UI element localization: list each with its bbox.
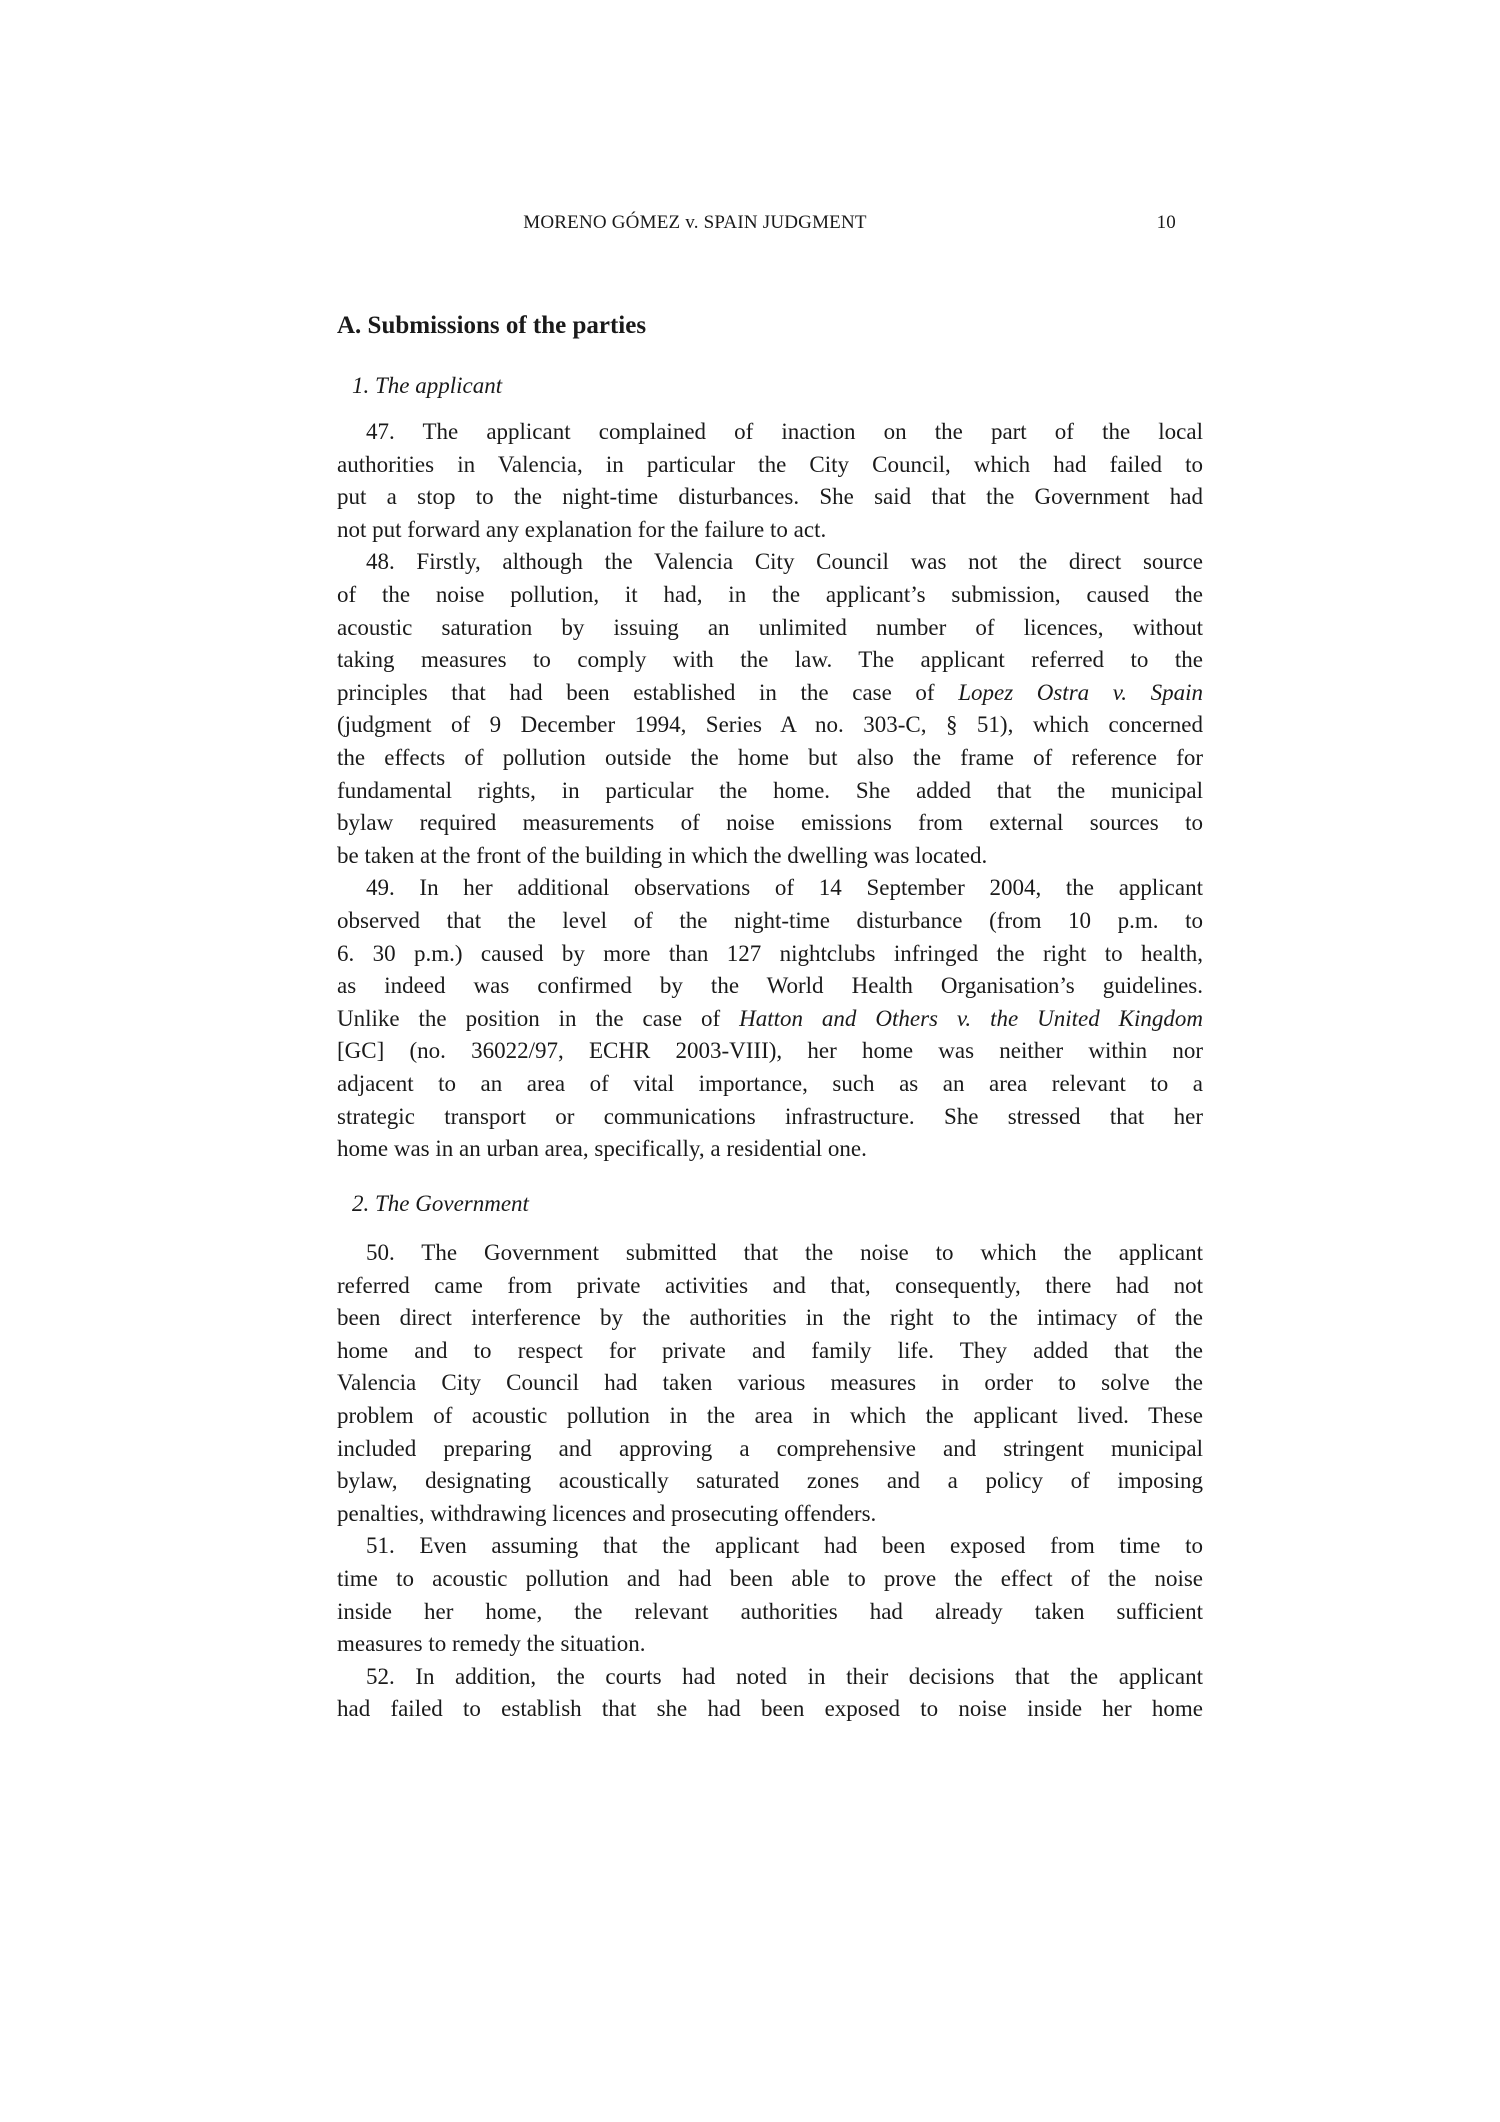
text-segment: Valencia City Council had taken various measures in order to solve the [337, 1370, 1203, 1396]
text-line [337, 1133, 1203, 1166]
section-heading: A. Submissions of the parties [337, 312, 647, 339]
text-segment: been direct interference by the authorities in the right to the intimacy of the [337, 1305, 1203, 1331]
text-segment: 51. Even assuming that the applicant had been exposed from time to [366, 1533, 1203, 1559]
text-segment: Unlike the position in the case of [337, 1005, 740, 1031]
text-line [337, 612, 1203, 645]
running-title: MORENO GÓMEZ v. SPAIN JUDGMENT [523, 212, 867, 233]
text-segment: principles that had been established in the case of [337, 679, 959, 705]
text-line [337, 1465, 1203, 1498]
text-line [337, 449, 1203, 482]
text-line [337, 872, 1203, 905]
text-line [337, 1003, 1203, 1036]
text-line [337, 481, 1203, 514]
text-segment: 49. In her additional observations of 14 September 2004, the applicant [366, 875, 1203, 901]
text-line [337, 1693, 1203, 1726]
text-segment: time to acoustic pollution and had been able to prove the effect of the noise [337, 1565, 1203, 1591]
text-segment: 48. Firstly, although the Valencia City Council was not the direct source [366, 549, 1203, 575]
text-segment: strategic transport or communications infrastructure. She stressed that her [337, 1103, 1203, 1129]
paragraph-49 [337, 872, 1203, 1165]
text-segment: not put forward any explanation for the failure to act. [337, 516, 827, 542]
text-segment: home and to respect for private and family life. They added that the [337, 1337, 1203, 1363]
paragraph-52 [337, 1661, 1203, 1726]
text-line [337, 1433, 1203, 1466]
text-segment: bylaw required measurements of noise emissions from external sources to [337, 810, 1203, 836]
text-segment: fundamental rights, in particular the home. She added that the municipal [337, 777, 1203, 803]
text-segment: be taken at the front of the building in which the dwelling was located. [337, 842, 988, 868]
text-line [337, 938, 1203, 971]
text-segment: as indeed was confirmed by the World Health Organisation’s guidelines. [337, 973, 1203, 999]
text-segment: taking measures to comply with the law. The applicant referred to the [337, 647, 1203, 673]
text-line [337, 709, 1203, 742]
text-segment: [GC] (no. 36022/97, ECHR 2003-VIII), her home was neither within nor [337, 1038, 1203, 1064]
text-line [337, 644, 1203, 677]
text-line [337, 1498, 1203, 1531]
text-line [337, 1367, 1203, 1400]
text-line [337, 1563, 1203, 1596]
text-segment: 6. 30 p.m.) caused by more than 127 nightclubs infringed the right to health, [337, 940, 1203, 966]
text-segment: observed that the level of the night-time disturbance (from 10 p.m. to [337, 907, 1203, 933]
text-line [337, 1270, 1203, 1303]
text-line [337, 1335, 1203, 1368]
text-line [337, 1068, 1203, 1101]
italic-case-name: Hatton and Others v. the United Kingdom [739, 1005, 1203, 1031]
text-line [337, 1237, 1203, 1270]
text-line [337, 1035, 1203, 1068]
text-segment: referred came from private activities and that, consequently, there had not [337, 1272, 1203, 1298]
subsection-heading-applicant: 1. The applicant [352, 373, 503, 398]
text-segment: bylaw, designating acoustically saturated zones and a policy of imposing [337, 1468, 1203, 1494]
text-segment: 47. The applicant complained of inaction on the part of the local [366, 419, 1203, 444]
text-line [337, 1302, 1203, 1335]
page-number: 10 [1156, 212, 1176, 233]
paragraph-50 [337, 1237, 1203, 1530]
text-line [337, 579, 1203, 612]
text-segment: 52. In addition, the courts had noted in their decisions that the applicant [366, 1663, 1203, 1689]
text-segment: measures to remedy the situation. [337, 1631, 646, 1657]
text-segment: included preparing and approving a comprehensive and stringent municipal [337, 1435, 1203, 1461]
text-segment: put a stop to the night-time disturbances. She said that the Government had [337, 484, 1203, 510]
text-segment: acoustic saturation by issuing an unlimited number of licences, without [337, 614, 1203, 640]
text-line [337, 742, 1203, 775]
text-segment: authorities in Valencia, in particular the City Council, which had failed to [337, 451, 1203, 477]
text-segment: home was in an urban area, specifically, a residential one. [337, 1136, 867, 1162]
text-line [337, 514, 1203, 547]
text-segment: of the noise pollution, it had, in the applicant’s submission, caused the [337, 581, 1203, 607]
subsection-heading-government: 2. The Government [352, 1191, 529, 1216]
text-segment: the effects of pollution outside the home but also the frame of reference for [337, 744, 1203, 770]
text-segment: had failed to establish that she had been exposed to noise inside her home [337, 1696, 1203, 1722]
text-line [337, 1101, 1203, 1134]
italic-case-name: Lopez Ostra v. Spain [958, 679, 1203, 705]
text-segment: (judgment of 9 December 1994, Series A no. 303-C, § 51), which concerned [337, 712, 1203, 738]
text-line [337, 775, 1203, 808]
text-segment: problem of acoustic pollution in the area in which the applicant lived. These [337, 1402, 1203, 1428]
text-line [337, 1530, 1203, 1563]
text-line [337, 416, 1203, 449]
paragraph-51 [337, 1530, 1203, 1660]
paragraph-47 [337, 416, 1203, 546]
text-line [337, 677, 1203, 710]
text-line [337, 1596, 1203, 1629]
text-segment: penalties, withdrawing licences and prosecuting offenders. [337, 1500, 877, 1526]
text-line [337, 1661, 1203, 1694]
text-line [337, 1400, 1203, 1433]
text-segment: 50. The Government submitted that the noise to which the applicant [366, 1240, 1203, 1265]
text-line [337, 1628, 1203, 1661]
text-line [337, 970, 1203, 1003]
text-segment: inside her home, the relevant authorities had already taken sufficient [337, 1598, 1203, 1624]
paragraph-48 [337, 546, 1203, 872]
text-line [337, 546, 1203, 579]
text-line [337, 905, 1203, 938]
text-line [337, 840, 1203, 873]
text-segment: adjacent to an area of vital importance, such as an area relevant to a [337, 1070, 1203, 1096]
text-line [337, 807, 1203, 840]
